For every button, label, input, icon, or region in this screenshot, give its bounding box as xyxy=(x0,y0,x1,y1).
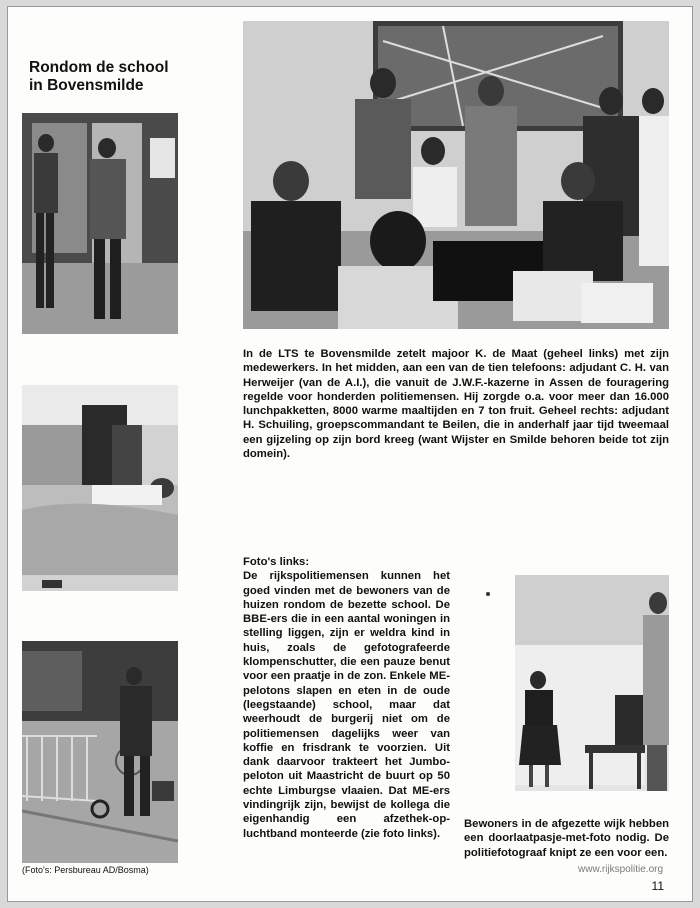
photo-resident-pass xyxy=(515,575,669,791)
photo-sleeping-officers xyxy=(22,385,178,591)
caption-heading: Foto's links: xyxy=(243,556,310,568)
print-speck xyxy=(486,592,490,596)
title-line-1: Rondom de school xyxy=(29,59,169,76)
caption-body: De rijkspolitiemensen kunnen het goed vinden met de bewoners van de huizen rondom de bezette school. De BBE-ers die in een aantal woningen in stelling liggen, zijn er weldra kind in huis, zoals de gefotografeerde klompenschutter, die een pauze benut voor een praatje in de zon. Enkele ME-pelotons slapen en eten in de oude (leegstaande) school, maar dat weerhoudt de burgerij niet om de politiemensen dagelijks weer van koffie en frisdrank te voorzien. Uit dank daarvoor trakteert het Jumbo-peloton uit Maastricht de buurt op 50 echte Limburgse vlaaien. Dat ME-ers vindingrijk zijn, bewijst de kollega die eigenhandig een afzethek-op-luchtband monteerde (zie foto links). xyxy=(243,570,450,840)
page-title xyxy=(29,59,169,95)
magazine-page xyxy=(7,6,693,902)
photo-credit: (Foto's: Persbureau AD/Bosma) xyxy=(22,865,149,875)
watermark: www.rijkspolitie.org xyxy=(578,864,664,875)
photo-command-room xyxy=(243,21,669,329)
page-number: 11 xyxy=(651,879,664,893)
photo-house-door xyxy=(22,113,178,334)
photo-fence-on-wheel xyxy=(22,641,178,863)
title-line-2: in Bovensmilde xyxy=(29,77,144,94)
caption-resident-pass: Bewoners in de afgezette wijk hebben een doorlaatpasje-met-foto nodig. De politiefotograaf knipt ze een voor een. xyxy=(464,818,669,859)
caption-photos-left xyxy=(243,555,450,841)
caption-command-room: In de LTS te Bovensmilde zetelt majoor K. de Maat (geheel links) met zijn medewerkers. In het midden, aan een van de tien telefoons: adjudant C. H. van Herweijer (van de A.I.), die vanuit de J.W.F.-kazerne in Assen de fouragering regelde voor honderden politiemensen. Hij zorgde o.a. voor meer dan 16.000 lunchpakketten, 8000 warme maaltijden en 7 ton fruit. Geheel rechts: adjudant H. Schuiling, groepscommandant te Beilen, die in anderhalf jaar tijd tweemaal een gijzeling op zijn bord kreeg (want Wijster en Smilde behoren beide tot zijn domein). xyxy=(243,348,669,461)
